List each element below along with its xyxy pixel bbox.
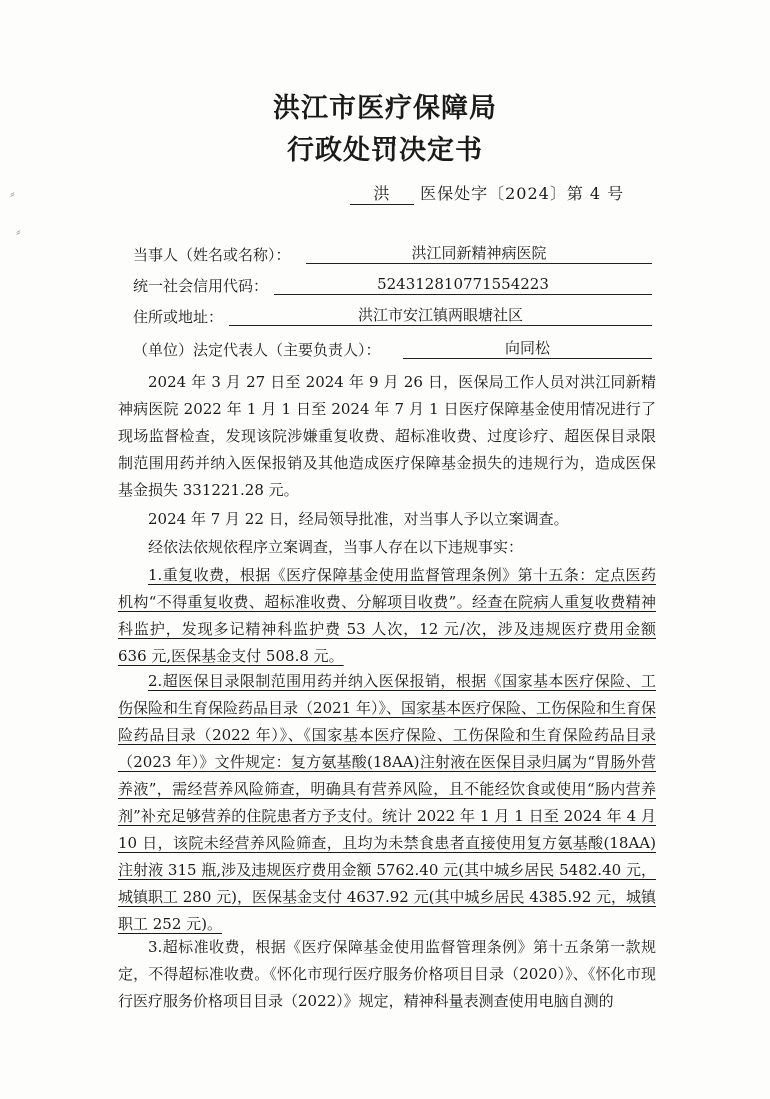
document-number-text: 医保处字〔2024〕第 4 号 bbox=[420, 184, 625, 203]
document-prefix: 洪 bbox=[350, 181, 414, 205]
credit-code-value: 524312810771554223 bbox=[274, 275, 652, 295]
credit-code-label: 统一社会信用代码： bbox=[133, 277, 269, 295]
paragraph-drug-scope: 2.超医保目录限制范围用药并纳入医保报销，根据《国家基本医疗保险、工伤保险和生育保险药品目录（2021 年）》、国家基本医疗保险、工伤保险和生育保险药品目录（2022 年）》、《国家基本医疗保险、工伤保险和生育保险药品目录（2023 年）》文件规定：复方氨基酸(18AA)注射液在医保目录归属为“胃肠外营养液”，需经营养风险筛查，明确具有营养风险，且不能经饮食或使用“肠内营养剂”补充足够营养的住院患者方予支付。统计 2022 年 1 月 1 日至 2024 年 4 月 10 日，该院未经营养风险筛查，且均为未禁食患者直接使用复方氨基酸(18AA)注射液 315 瓶,涉及违规医疗费用金额 5762.40 元(其中城乡居民 5482.40 元，城镇职工 280 元)，医保基金支付 4637.92 元(其中城乡居民 4385.92 元，城镇职工 252 元)。 bbox=[118, 672, 657, 933]
paragraph-facts-intro: 经依法依规依程序立案调查，当事人存在以下违规事实： bbox=[148, 538, 524, 556]
scan-mark-icon: ⸗ bbox=[10, 186, 15, 202]
legal-rep-value: 向同松 bbox=[403, 339, 652, 359]
document-number bbox=[350, 181, 624, 205]
document-subtitle: 行政处罚决定书 bbox=[287, 135, 483, 166]
legal-rep-label: （单位）法定代表人（主要负责人）： bbox=[133, 341, 381, 359]
scan-mark-icon: ⸗ bbox=[16, 224, 21, 240]
paragraph-overcharge: 3.超标准收费，根据《医疗保障基金使用监督管理条例》第十五条第一款规定，不得超标准收费。《怀化市现行医疗服务价格项目目录（2020）》、《怀化市现行医疗服务价格项目目录（2022）》规定，精神科量表测查使用电脑自测的 bbox=[118, 938, 656, 1010]
party-name-value: 洪江同新精神病医院 bbox=[306, 244, 652, 264]
address-label: 住所或地址： bbox=[133, 308, 224, 326]
party-name-label: 当事人（姓名或名称）： bbox=[133, 246, 291, 264]
paragraph-duplicate-charges: 1.重复收费，根据《医疗保障基金使用监督管理条例》第十五条：定点医药机构“不得重复收费、超标准收费、分解项目收费”。经查在院病人重复收费精神科监护，发现多记精神科监护费 53 人次，12 元/次，涉及违规医疗费用金额 636 元,医保基金支付 508.8 元。 bbox=[118, 566, 656, 665]
document-title: 洪江市医疗保障局 bbox=[273, 93, 497, 124]
address-value: 洪江市安江镇两眼塘社区 bbox=[229, 306, 652, 326]
paragraph-filing: 2024 年 7 月 22 日，经局领导批准，对当事人予以立案调查。 bbox=[148, 510, 569, 528]
paragraph-inspection: 2024 年 3 月 27 日至 2024 年 9 月 26 日，医保局工作人员对洪江同新精神病医院 2022 年 1 月 1 日至 2024 年 7 月 1 日医疗保障基金使用情况进行了现场监督检查，发现该院涉嫌重复收费、超标准收费、过度诊疗、超医保目录限制范围用药并纳入医保报销及其他造成医疗保障基金损失的违规行为，造成医保基金损失 331221.28 元。 bbox=[118, 373, 656, 499]
